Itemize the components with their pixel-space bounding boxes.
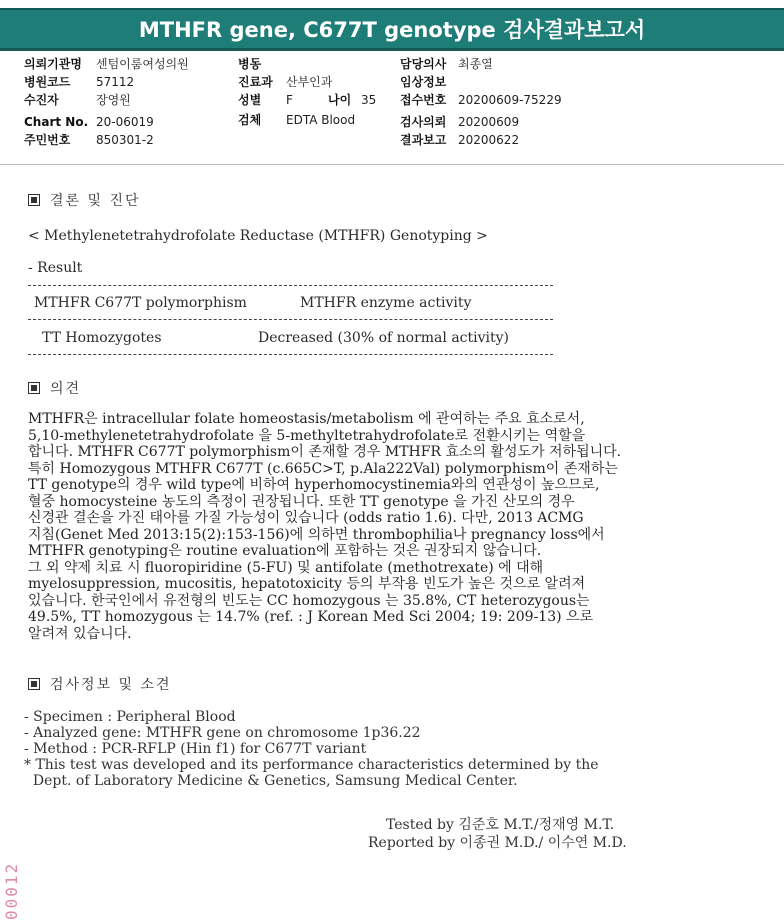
- opinion-line: MTHFR은 intracellular folate homeostasis/metabolism 에 관여하는 주요 효소로서,: [28, 411, 585, 427]
- table-divider: [28, 285, 553, 286]
- test-info-list: [24, 709, 599, 789]
- info-value: 최종열: [458, 57, 493, 71]
- info-label: 담당의사: [400, 57, 447, 71]
- info-label: Chart No.: [24, 115, 89, 129]
- info-value: 산부인과: [286, 75, 333, 89]
- section-test-info-heading: [28, 674, 172, 694]
- info-value: 20200622: [458, 133, 520, 147]
- result-genotype: TT Homozygotes: [42, 330, 162, 346]
- square-bullet-icon: [28, 678, 40, 690]
- table-header-enzyme-activity: MTHFR enzyme activity: [300, 295, 472, 311]
- section-conclusion-heading: [28, 190, 141, 210]
- info-value: F: [286, 93, 293, 107]
- reported-by-signature: Reported by 이종권 M.D./ 이수연 M.D.: [368, 835, 627, 851]
- info-label: 검사의뢰: [400, 115, 447, 129]
- info-label: 수진자: [24, 93, 59, 107]
- section-heading-text: 검사정보 및 소견: [50, 677, 172, 693]
- info-value: EDTA Blood: [286, 113, 356, 127]
- info-label: 검체: [238, 113, 262, 127]
- info-label: 의뢰기관명: [24, 57, 82, 71]
- info-label: 결과보고: [400, 133, 447, 147]
- opinion-line: 합니다. MTHFR C677T polymorphism이 존재할 경우 MTHFR 효소의 활성도가 저하됩니다.: [28, 444, 622, 460]
- info-value: 57112: [96, 75, 135, 89]
- opinion-line: 5,10-methylenetetrahydrofolate 을 5-methyltetrahydrofolate로 전환시키는 역할을: [28, 427, 586, 444]
- result-label: - Result: [28, 260, 83, 276]
- result-enzyme-activity: Decreased (30% of normal activity): [258, 330, 510, 346]
- info-label: 병동: [238, 57, 262, 71]
- report-title: MTHFR gene, C677T genotype 검사결과보고서: [0, 8, 784, 51]
- info-value: 20200609: [458, 115, 520, 129]
- info-label: 임상정보: [400, 75, 447, 89]
- info-value: 20200609-75229: [458, 93, 562, 107]
- info-value: 20-06019: [96, 115, 154, 129]
- section-heading-text: 의견: [50, 381, 82, 397]
- opinion-line: 있습니다. 한국인에서 유전형의 빈도는 CC homozygous 는 35.8%, CT heterozygous는: [28, 592, 590, 609]
- test-info-line: - Analyzed gene: MTHFR gene on chromosome 1p36.22: [24, 725, 421, 741]
- opinion-line: 지침(Genet Med 2013:15(2):153-156)에 의하면 thrombophilia나 pregnancy loss에서: [28, 526, 605, 543]
- info-label: 진료과: [238, 75, 273, 89]
- scanned-report-body: [0, 168, 784, 913]
- info-label: 성별: [238, 93, 262, 107]
- info-label: 접수번호: [400, 93, 447, 107]
- genotyping-subtitle: < Methylenetetrahydrofolate Reductase (MTHFR) Genotyping >: [28, 228, 488, 244]
- table-header-polymorphism: MTHFR C677T polymorphism: [34, 295, 247, 311]
- test-info-line: - Method : PCR-RFLP (Hin f1) for C677T variant: [24, 741, 367, 757]
- test-info-line: * This test was developed and its performance characteristics determined by the: [24, 757, 599, 773]
- opinion-paragraph: [28, 411, 758, 642]
- info-value: 850301-2: [96, 133, 154, 147]
- info-label-age: 나이: [328, 93, 352, 107]
- section-opinion-heading: [28, 378, 81, 398]
- info-label: 병원코드: [24, 75, 71, 89]
- info-label: 주민번호: [24, 133, 71, 147]
- opinion-line: 특히 Homozygous MTHFR C677T (c.665C>T, p.Ala222Val) polymorphism이 존재하는: [28, 460, 618, 477]
- info-value: 센텀이룸여성의원: [96, 57, 189, 71]
- opinion-line: myelosuppression, mucositis, hepatotoxicity 등의 부작용 빈도가 높은 것으로 알려져: [28, 576, 586, 592]
- opinion-line: 49.5%, TT homozygous 는 14.7% (ref. : J Korean Med Sci 2004; 19: 209-13) 으로: [28, 609, 594, 625]
- test-info-line: - Specimen : Peripheral Blood: [24, 709, 236, 725]
- page-number-stamp: 00012: [2, 861, 21, 920]
- section-heading-text: 결론 및 진단: [50, 193, 141, 209]
- info-value: 장영원: [96, 93, 131, 107]
- opinion-line: 알려져 있습니다.: [28, 625, 132, 642]
- info-value-age: 35: [361, 93, 377, 107]
- square-bullet-icon: [28, 194, 40, 206]
- square-bullet-icon: [28, 382, 40, 394]
- tested-by-signature: Tested by 김준호 M.T./정재영 M.T.: [386, 817, 615, 833]
- opinion-line: 혈중 homocysteine 농도의 측정이 권장됩니다. 또한 TT genotype 을 가진 산모의 경우: [28, 493, 575, 510]
- opinion-line: TT genotype의 경우 wild type에 비하여 hyperhomocystinemia와의 연관성이 높으므로,: [28, 477, 600, 493]
- opinion-line: MTHFR genotyping은 routine evaluation에 포함하는 것은 권장되지 않습니다.: [28, 543, 542, 559]
- test-info-line: Dept. of Laboratory Medicine & Genetics, Samsung Medical Center.: [24, 773, 518, 789]
- table-divider: [28, 319, 553, 320]
- opinion-line: 그 외 약제 치료 시 fluoropiridine (5-FU) 및 antifolate (methotrexate) 에 대해: [28, 559, 544, 576]
- patient-info-header: [0, 52, 784, 165]
- opinion-line: 신경관 결손을 가진 태아를 가질 가능성이 있습니다 (odds ratio 1.6). 다만, 2013 ACMG: [28, 510, 584, 526]
- table-divider: [28, 354, 553, 355]
